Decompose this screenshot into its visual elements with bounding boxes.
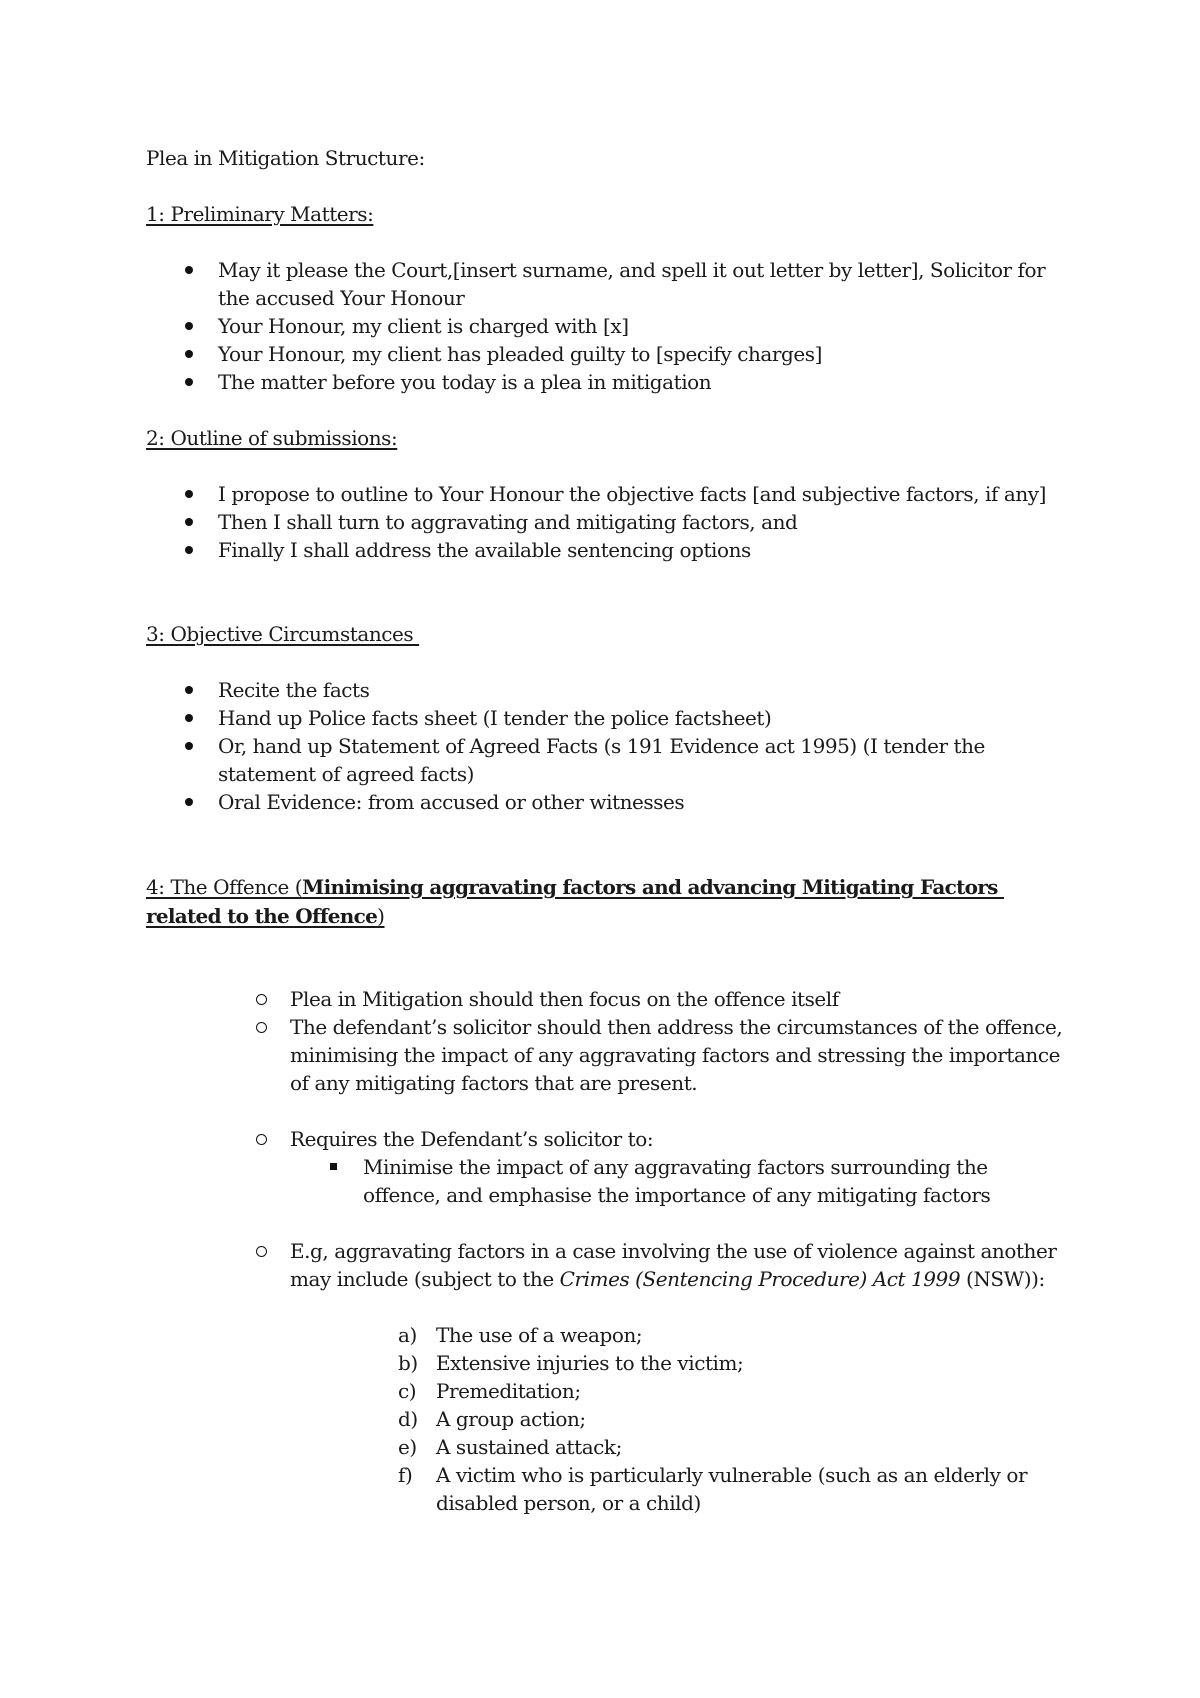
act-name: Crimes (Sentencing Procedure) Act 1999 bbox=[559, 1267, 961, 1291]
s3-bullet-3-line-2: statement of agreed facts) bbox=[218, 762, 475, 786]
list-item-label: f) bbox=[398, 1463, 413, 1487]
s2-bullet-2: Then I shall turn to aggravating and mitigating factors, and bbox=[218, 510, 798, 534]
s2-bullet-3: Finally I shall address the available sentencing options bbox=[218, 538, 751, 562]
s4-point-4-post: (NSW)): bbox=[960, 1267, 1045, 1291]
s4-point-3: Requires the Defendant’s solicitor to: bbox=[290, 1127, 654, 1151]
list-item: A sustained attack; bbox=[436, 1435, 622, 1459]
bullet-icon bbox=[185, 686, 193, 694]
section-4-heading-bold-2: related to the Offence bbox=[146, 904, 378, 928]
list-item: Premeditation; bbox=[436, 1379, 581, 1403]
bullet-icon bbox=[185, 350, 193, 358]
bullet-icon bbox=[185, 490, 193, 498]
bullet-icon bbox=[185, 798, 193, 806]
s4-point-4-line-2 bbox=[290, 1265, 1045, 1293]
hollow-bullet-icon bbox=[256, 1022, 267, 1033]
bullet-icon bbox=[185, 322, 193, 330]
s3-bullet-2: Hand up Police facts sheet (I tender the police factsheet) bbox=[218, 706, 772, 730]
bullet-icon bbox=[185, 266, 193, 274]
s2-bullet-1: I propose to outline to Your Honour the objective facts [and subjective factors, if any] bbox=[218, 482, 1046, 506]
hollow-bullet-icon bbox=[256, 1134, 267, 1145]
bullet-icon bbox=[185, 518, 193, 526]
s3-bullet-1: Recite the facts bbox=[218, 678, 370, 702]
list-item-label: a) bbox=[398, 1323, 417, 1347]
s4-subpoint-line-2: offence, and emphasise the importance of any mitigating factors bbox=[363, 1183, 991, 1207]
s1-bullet-3: Your Honour, my client has pleaded guilty to [specify charges] bbox=[218, 342, 822, 366]
list-item: Extensive injuries to the victim; bbox=[436, 1351, 744, 1375]
s1-bullet-2: Your Honour, my client is charged with [x] bbox=[218, 314, 629, 338]
s4-subpoint-line-1: Minimise the impact of any aggravating factors surrounding the bbox=[363, 1155, 988, 1179]
bullet-icon bbox=[185, 378, 193, 386]
s4-point-4-line-1: E.g, aggravating factors in a case involving the use of violence against another bbox=[290, 1239, 1057, 1263]
s4-point-2-line-3: of any mitigating factors that are present. bbox=[290, 1071, 698, 1095]
s3-bullet-3-line-1: Or, hand up Statement of Agreed Facts (s 191 Evidence act 1995) (I tender the bbox=[218, 734, 985, 758]
hollow-bullet-icon bbox=[256, 994, 267, 1005]
s3-bullet-4: Oral Evidence: from accused or other witnesses bbox=[218, 790, 685, 814]
list-item-continuation: disabled person, or a child) bbox=[436, 1491, 701, 1515]
bullet-icon bbox=[185, 546, 193, 554]
s1-bullet-1-line-1: May it please the Court,[insert surname, and spell it out letter by letter], Solicitor for bbox=[218, 258, 1046, 282]
list-item: The use of a weapon; bbox=[436, 1323, 643, 1347]
hollow-bullet-icon bbox=[256, 1246, 267, 1257]
square-bullet-icon bbox=[330, 1163, 337, 1170]
s4-point-1: Plea in Mitigation should then focus on the offence itself bbox=[290, 987, 839, 1011]
s4-point-2-line-2: minimising the impact of any aggravating factors and stressing the importance bbox=[290, 1043, 1060, 1067]
list-item-label: d) bbox=[398, 1407, 418, 1431]
section-4-heading-bold: Minimising aggravating factors and advancing Mitigating Factors bbox=[302, 875, 1004, 899]
list-item-label: b) bbox=[398, 1351, 418, 1375]
bullet-icon bbox=[185, 714, 193, 722]
section-2-heading: 2: Outline of submissions: bbox=[146, 426, 398, 450]
list-item-label: c) bbox=[398, 1379, 417, 1403]
s4-point-4-pre: may include (subject to the bbox=[290, 1267, 560, 1291]
s4-point-2-line-1: The defendant’s solicitor should then address the circumstances of the offence, bbox=[290, 1015, 1063, 1039]
section-4-heading-prefix: 4: The Offence ( bbox=[146, 875, 303, 899]
list-item-label: e) bbox=[398, 1435, 417, 1459]
section-1-heading: 1: Preliminary Matters: bbox=[146, 202, 374, 226]
s1-bullet-4: The matter before you today is a plea in mitigation bbox=[218, 370, 712, 394]
list-item: A victim who is particularly vulnerable (such as an elderly or bbox=[436, 1463, 1028, 1487]
s1-bullet-1-line-2: the accused Your Honour bbox=[218, 286, 465, 310]
section-4-heading-line-2 bbox=[146, 902, 385, 930]
bullet-icon bbox=[185, 742, 193, 750]
section-3-heading: 3: Objective Circumstances bbox=[146, 622, 420, 646]
list-item: A group action; bbox=[436, 1407, 586, 1431]
section-4-heading bbox=[146, 873, 1004, 901]
document-title: Plea in Mitigation Structure: bbox=[146, 146, 425, 170]
section-4-heading-suffix: ) bbox=[377, 904, 385, 928]
